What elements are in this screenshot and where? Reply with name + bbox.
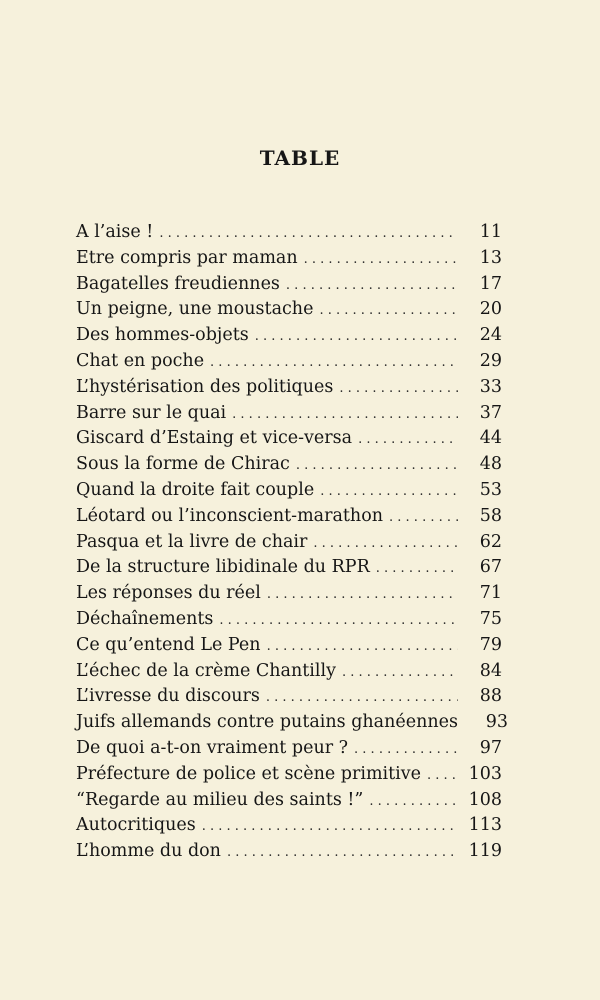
toc-page-number: 62 [479,531,502,552]
toc-page-number: 119 [468,841,502,862]
dot-leader [376,556,458,582]
dot-leader [267,582,458,608]
toc-entry [76,762,502,788]
toc-page-number: 75 [479,608,502,629]
toc-entry-title: Giscard d’Estaing et vice-versa [76,428,353,449]
toc-entry [76,813,502,839]
dot-leader [313,531,458,557]
toc-page-number: 17 [479,273,502,294]
toc-entry-title: L’échec de la crème Chantilly [76,660,336,681]
toc-entry [76,220,502,246]
dot-leader [339,376,458,402]
dot-leader [369,789,458,815]
toc-entry [76,246,502,272]
toc-page-number: 84 [479,660,502,681]
toc-entry [76,607,502,633]
toc-page-number: 97 [479,737,502,758]
dot-leader [219,608,458,634]
toc-entry [76,710,508,736]
dot-leader [286,273,458,299]
toc-entry-title: Etre compris par maman [76,247,298,268]
dot-leader [304,247,458,273]
toc-page-number: 79 [479,634,502,655]
toc-entry [76,478,502,504]
toc-entry [76,633,502,659]
toc-page-number: 20 [479,299,502,320]
toc-entry-title: Juifs allemands contre putains ghanéennes [76,712,458,733]
toc-entry-title: Préfecture de police et scène primitive [76,763,422,784]
toc-entry-title: Quand la droite fait couple [76,479,315,500]
toc-page-number: 44 [479,428,502,449]
toc-page-number: 67 [479,557,502,578]
toc-page-number: 24 [479,325,502,346]
toc-page-number: 103 [468,763,502,784]
toc-entry-title: L’hystérisation des politiques [76,376,334,397]
dot-leader [227,840,458,866]
dot-leader [320,479,458,505]
toc-entry-title: “Regarde au milieu des saints !” [76,789,364,810]
toc-entry [76,426,502,452]
toc-entry-title: Des hommes-objets [76,325,249,346]
toc-entry-title: De la structure libidinale du RPR [76,557,370,578]
toc-page-number: 29 [479,350,502,371]
dot-leader [267,634,458,660]
toc-page-number: 11 [479,222,502,242]
toc-entry-title: Pasqua et la livre de chair [76,531,308,552]
toc-entry-title: Sous la forme de Chirac [76,454,290,475]
toc-page-number: 71 [479,583,502,604]
dot-leader [202,814,458,840]
toc-entry-title: Léotard ou l’inconscient-marathon [76,505,384,526]
toc-page-number: 58 [479,505,502,526]
toc-entry [76,839,502,865]
dot-leader [427,763,458,789]
dot-leader [255,324,458,350]
toc-page-number: 108 [468,789,502,810]
page-title: TABLE [259,146,341,170]
dot-leader [296,453,458,479]
dot-leader [319,298,458,324]
table-of-contents [76,220,508,865]
toc-page-number: 37 [479,402,502,423]
toc-entry [76,788,502,814]
dot-leader [232,402,458,428]
toc-entry [76,684,502,710]
toc-entry-title: Autocritiques [76,815,196,836]
toc-page-number: 93 [485,712,508,733]
dot-leader [342,660,458,686]
toc-entry-title: De quoi a-t-on vraiment peur ? [76,737,349,758]
toc-entry-title: Un peigne, une moustache [76,299,314,320]
toc-entry-title: Chat en poche [76,350,205,371]
toc-entry [76,530,502,556]
toc-entry [76,272,502,298]
toc-entry [76,452,502,478]
toc-entry [76,659,502,685]
toc-entry [76,349,502,375]
dot-leader [159,221,458,247]
toc-page-number: 48 [479,454,502,475]
toc-entry [76,297,502,323]
dot-leader [354,737,458,763]
toc-entry-title: L’homme du don [76,841,221,862]
toc-entry-title: Bagatelles freudiennes [76,273,280,294]
toc-page-number: 13 [479,247,502,268]
toc-entry-title: Barre sur le quai [76,402,227,423]
toc-page-number: 113 [468,815,502,836]
toc-entry-title: Déchaînements [76,608,214,629]
toc-entry [76,555,502,581]
dot-leader [358,427,458,453]
toc-entry-title: Les réponses du réel [76,583,261,604]
toc-page-number: 53 [479,479,502,500]
toc-entry-title: A l’aise ! [76,222,154,242]
toc-entry [76,323,502,349]
dot-leader [210,350,458,376]
toc-entry [76,375,502,401]
dot-leader [389,505,458,531]
toc-entry-title: L’ivresse du discours [76,686,260,707]
toc-entry [76,401,502,427]
dot-leader [266,685,458,711]
toc-page-number: 88 [479,686,502,707]
toc-entry [76,581,502,607]
toc-page-number: 33 [479,376,502,397]
toc-entry [76,504,502,530]
toc-entry [76,736,502,762]
toc-entry-title: Ce qu’entend Le Pen [76,634,261,655]
